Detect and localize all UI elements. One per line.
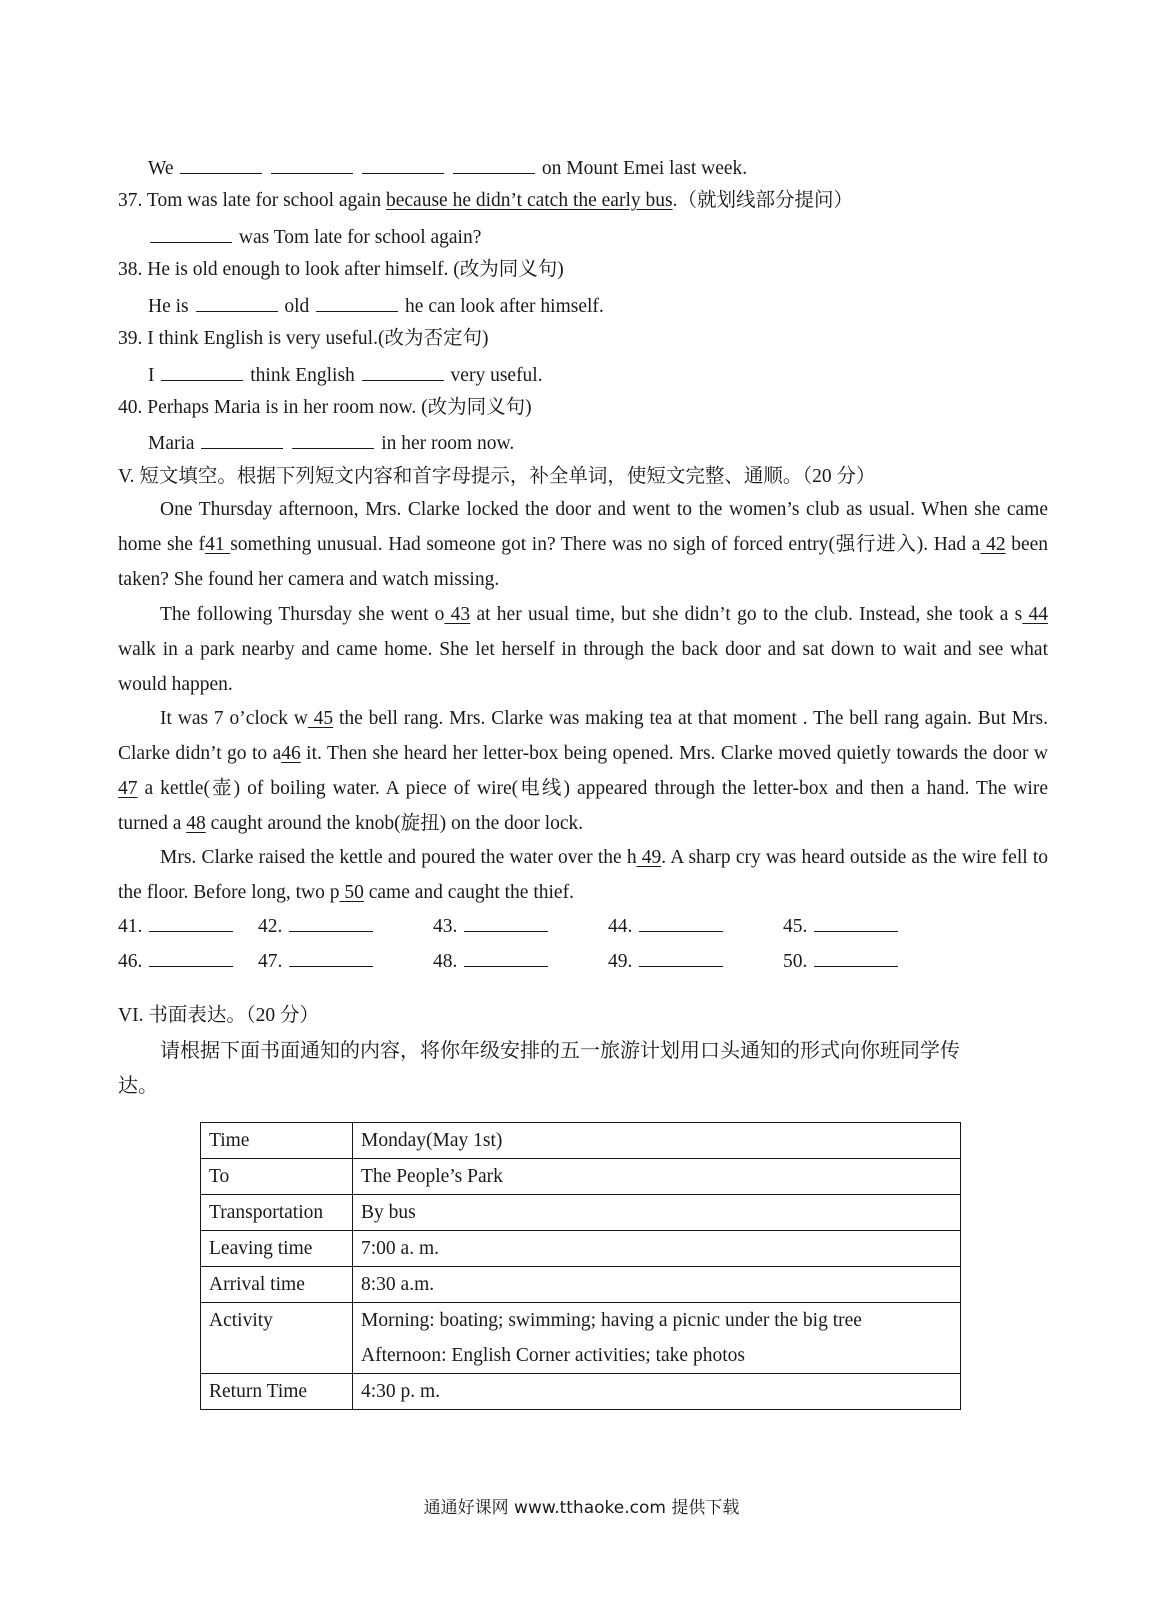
blank-48[interactable]: 48 [186, 813, 206, 834]
table-value: 8:30 a.m. [353, 1267, 961, 1303]
passage-text: it. Then she heard her letter-box being opened. Mrs. Clarke moved quietly towards the door w [300, 743, 1048, 764]
question-number: 39. [118, 328, 143, 349]
table-value: Monday(May 1st) [353, 1123, 961, 1159]
answer-43[interactable]: 43. [433, 913, 550, 939]
passage-text: The following Thursday she went o [160, 604, 445, 625]
passage-text: a kettle(壶) of boiling water. A piece of wire(电线) appeared through the letter-box and then a hand. The wire turned a [118, 778, 1048, 834]
question-number: 40. [118, 397, 143, 418]
section-6-instruction-cont: 达。 [118, 1075, 158, 1097]
blank-42[interactable]: 42 [980, 534, 1006, 555]
table-row [201, 1195, 961, 1231]
passage-text: at her usual time, but she didn’t go to the club. Instead, she took a s [470, 604, 1023, 625]
answer-41[interactable]: 41. [118, 913, 235, 939]
passage-text: caught around the knob(旋扭) on the door lock. [205, 813, 584, 834]
passage-text: walk in a park nearby and came home. She let herself in through the back door and sat down to wait and see what would happen. [118, 639, 1048, 695]
answer-blank[interactable] [453, 155, 535, 174]
answer-42[interactable]: 42. [258, 913, 375, 939]
activity-afternoon: Afternoon: English Corner activities; take photos [361, 1345, 745, 1366]
table-row [201, 1123, 961, 1159]
answer-blank[interactable] [271, 155, 353, 174]
passage-text: the bell rang. Mrs. Clarke was making tea at that moment . The bell rang again. But Mrs. Clarke didn’t go to a [118, 708, 1048, 764]
answer-blank[interactable] [196, 293, 278, 312]
q37-end-text: was Tom late for school again? [238, 227, 482, 248]
blank-45[interactable]: 45 [307, 708, 334, 729]
table-row [201, 1303, 961, 1374]
passage-paragraph-4 [118, 840, 1048, 910]
table-row [201, 1267, 961, 1303]
answer-text: old [284, 296, 310, 317]
passage-text: Mrs. Clarke raised the kettle and poured the water over the h [160, 847, 637, 868]
blank-44[interactable]: 44 [1022, 604, 1049, 625]
answer-49[interactable]: 49. [608, 948, 725, 974]
blank-41[interactable]: 41 [205, 534, 231, 555]
passage-text: It was 7 o’clock w [160, 708, 308, 729]
q37-text: Tom was late for school again [146, 190, 386, 211]
answer-44[interactable]: 44. [608, 913, 725, 939]
q39-text: I think English is very useful.(改为否定句) [147, 328, 489, 349]
q36-end-text: on Mount Emei last week. [541, 158, 748, 179]
q36-answer-line [148, 155, 747, 181]
answer-46[interactable]: 46. [118, 948, 235, 974]
q40-answer-line [148, 430, 514, 456]
table-value [353, 1303, 961, 1374]
table-key: Activity [201, 1303, 353, 1374]
table-value: 4:30 p. m. [353, 1374, 961, 1410]
activity-morning: Morning: boating; swimming; having a picnic under the big tree [361, 1310, 862, 1331]
table-key: Leaving time [201, 1231, 353, 1267]
table-key: Return Time [201, 1374, 353, 1410]
answer-text: in her room now. [381, 433, 515, 454]
answer-blank[interactable] [292, 430, 374, 449]
q40-question [118, 396, 532, 420]
q37-instruction: .（就划线部分提问） [672, 190, 853, 211]
answer-47[interactable]: 47. [258, 948, 375, 974]
table-value: The People’s Park [353, 1159, 961, 1195]
passage-text: . A sharp cry was heard outside as the wire fell to the floor. Before long, two p [118, 847, 1049, 903]
blank-49[interactable]: 49 [636, 847, 662, 868]
table-key: Transportation [201, 1195, 353, 1231]
table-row [201, 1231, 961, 1267]
q40-text: Perhaps Maria is in her room now. (改为同义句) [147, 397, 532, 418]
answer-blank[interactable] [362, 362, 444, 381]
table-row [201, 1374, 961, 1410]
passage-paragraph-3 [118, 701, 1048, 841]
answer-text: Maria [148, 433, 195, 454]
answer-blank[interactable] [201, 430, 283, 449]
page-footer: 通通好课网 www.tthaoke.com 提供下载 [423, 1498, 740, 1518]
section-5-heading: V. 短文填空。根据下列短文内容和首字母提示，补全单词，使短文完整、通顺。（20 分） [118, 466, 876, 487]
answer-blank[interactable] [150, 224, 232, 243]
table-key: Time [201, 1123, 353, 1159]
answer-blank[interactable] [362, 155, 444, 174]
passage-paragraph-2 [118, 597, 1048, 702]
passage-text: been taken? She found her camera and watch missing. [118, 534, 1049, 590]
section-6-heading: VI. 书面表达。（20 分） [118, 1005, 319, 1026]
table-row [201, 1159, 961, 1195]
answer-blank[interactable] [161, 362, 243, 381]
answer-text: he can look after himself. [405, 296, 604, 317]
table-value: 7:00 a. m. [353, 1231, 961, 1267]
q37-question [118, 189, 853, 213]
passage-paragraph-1 [118, 492, 1048, 597]
question-number: 38. [118, 259, 143, 280]
q36-start-text: We [148, 158, 174, 179]
table-value: By bus [353, 1195, 961, 1231]
trip-notice-table [200, 1122, 961, 1410]
answer-text: very useful. [450, 365, 543, 386]
answer-text: I [148, 365, 155, 386]
blank-46[interactable]: 46 [281, 743, 301, 764]
question-number: 37. [118, 190, 143, 211]
table-key: To [201, 1159, 353, 1195]
passage-text: One Thursday afternoon, Mrs. Clarke locked the door and went to the women’s club as usual. When she came home she f [118, 499, 1048, 555]
blank-47[interactable]: 47 [118, 778, 138, 799]
q38-question [118, 258, 564, 282]
passage-text: something unusual. Had someone got in? There was no sigh of forced entry(强行进入). Had a [230, 534, 981, 555]
q38-text: He is old enough to look after himself. (改为同义句) [147, 259, 564, 280]
answer-50[interactable]: 50. [783, 948, 900, 974]
section-6-instruction: 请根据下面书面通知的内容，将你年级安排的五一旅游计划用口头通知的形式向你班同学传 [160, 1040, 960, 1062]
answer-45[interactable]: 45. [783, 913, 900, 939]
answer-text: He is [148, 296, 189, 317]
q38-answer-line [148, 293, 604, 319]
q37-underlined-text: because he didn’t catch the early bus [385, 190, 673, 211]
q37-answer-line [148, 224, 481, 250]
answer-blank[interactable] [316, 293, 398, 312]
table-key: Arrival time [201, 1267, 353, 1303]
answer-text: think English [250, 365, 355, 386]
q39-answer-line [148, 362, 543, 388]
passage-text: came and caught the thief. [363, 882, 574, 903]
blank-43[interactable]: 43 [444, 604, 471, 625]
blank-50[interactable]: 50 [339, 882, 364, 903]
answer-blank[interactable] [180, 155, 262, 174]
q39-question [118, 327, 488, 351]
answer-48[interactable]: 48. [433, 948, 550, 974]
